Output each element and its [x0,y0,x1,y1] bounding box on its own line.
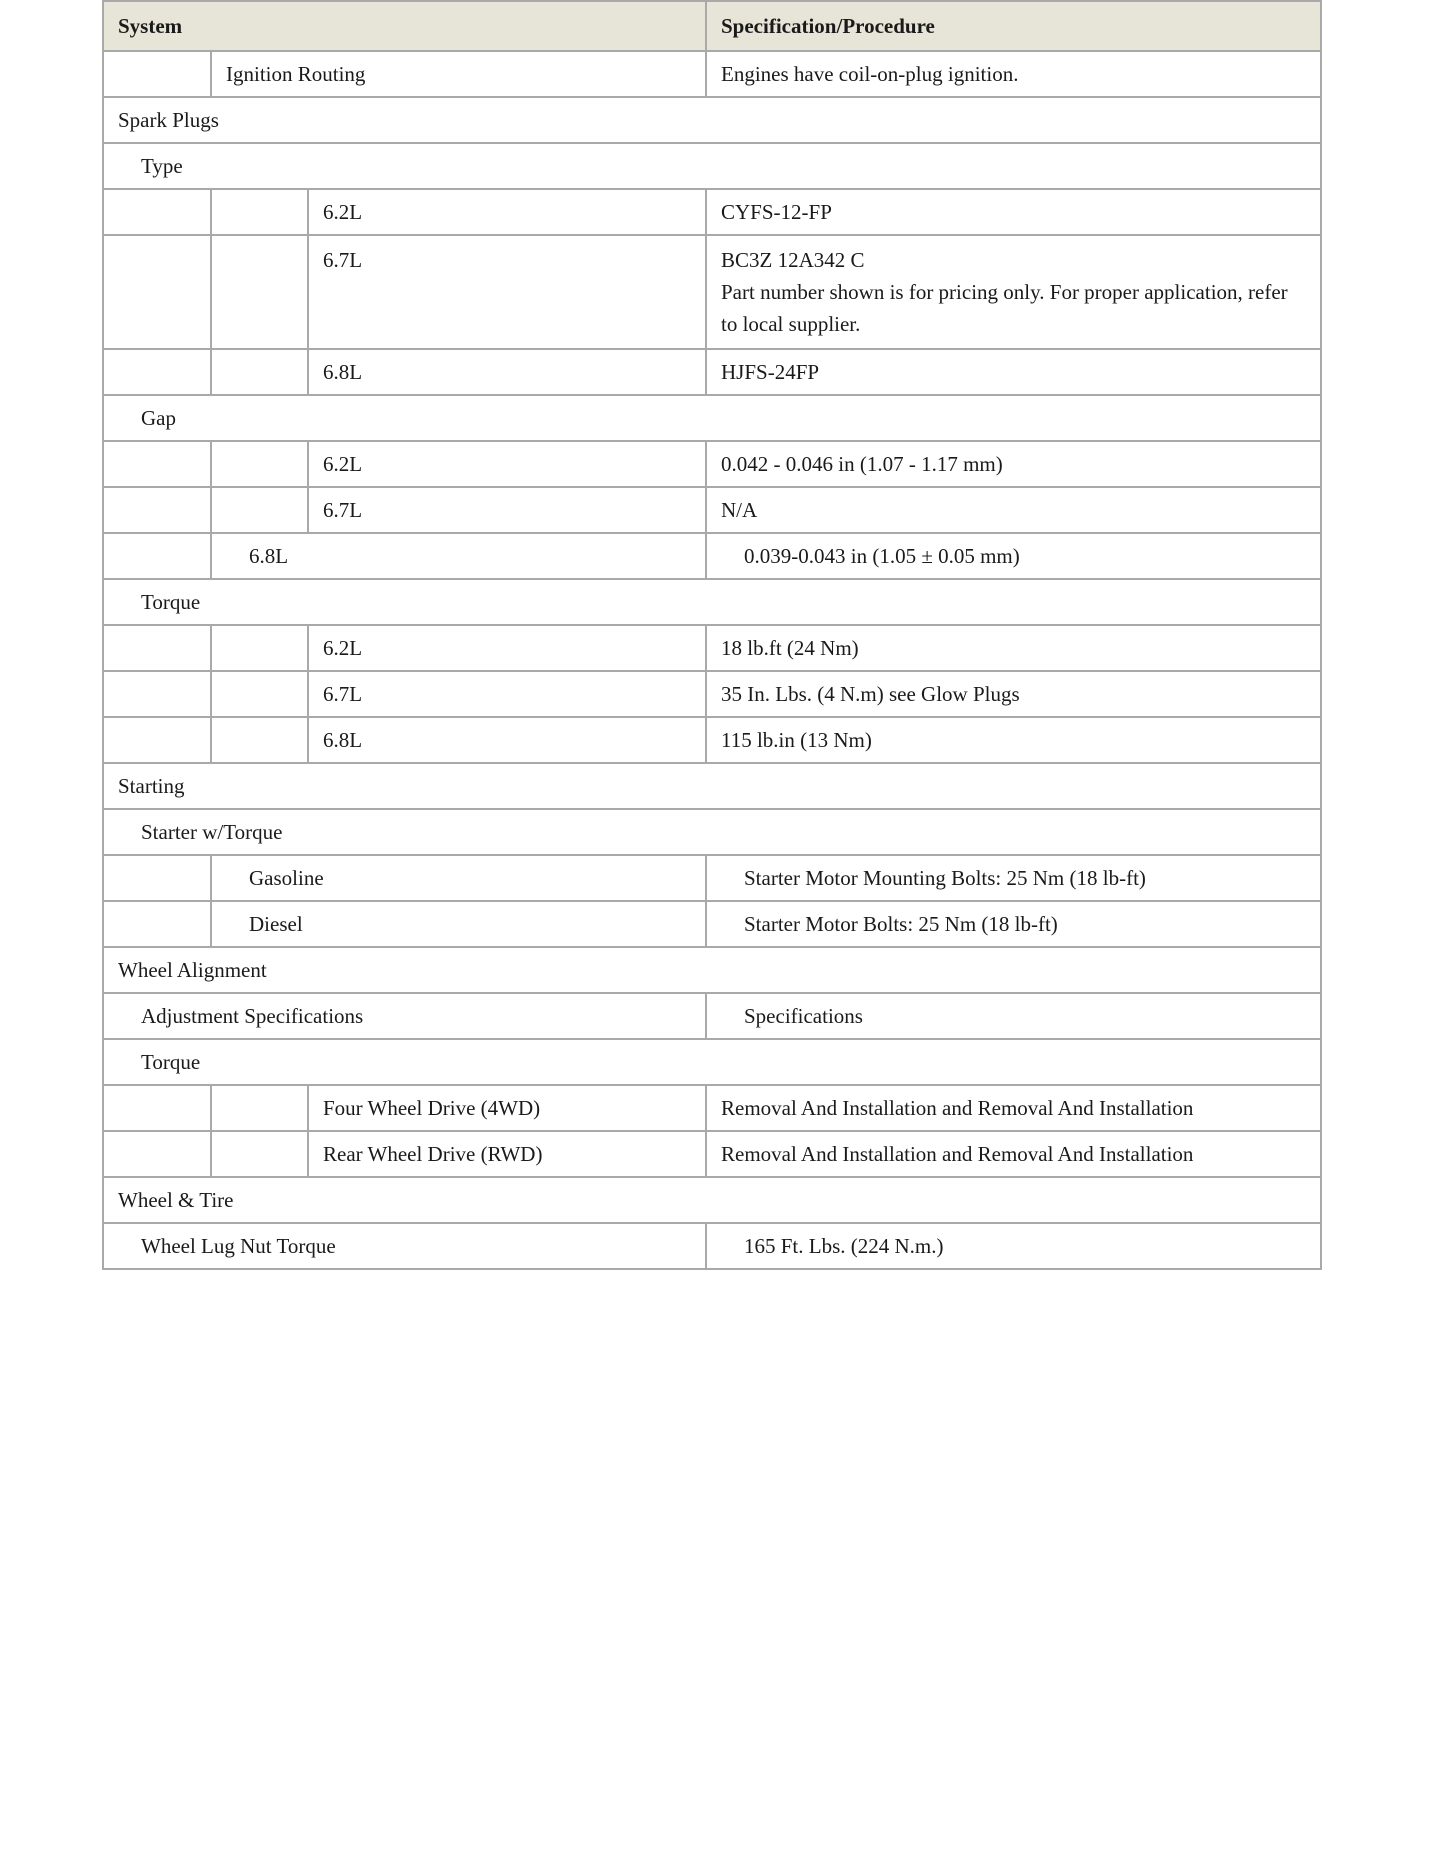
subsection-row [103,143,1321,189]
spacer-cell [211,349,308,395]
table-row [103,1131,1321,1177]
spacer-cell [103,717,211,763]
subsection-row [103,809,1321,855]
spacer-cell [103,441,211,487]
row-value: N/A [706,487,1321,533]
spacer-cell [103,189,211,235]
spacer-cell [211,189,308,235]
spacer-cell [211,1085,308,1131]
subsection-title: Gap [103,395,1321,441]
table-row [103,671,1321,717]
spacer-cell [103,855,211,901]
subsection-row [103,395,1321,441]
part-number: BC3Z 12A342 C [721,248,865,272]
subsection-title: Torque [103,1039,1321,1085]
row-value: Engines have coil-on-plug ignition. [706,51,1321,97]
spacer-cell [103,1085,211,1131]
spacer-cell [103,487,211,533]
section-title: Spark Plugs [103,97,1321,143]
row-value: 0.039-0.043 in (1.05 ± 0.05 mm) [706,533,1321,579]
spacer-cell [211,235,308,349]
row-value: 35 In. Lbs. (4 N.m) see Glow Plugs [706,671,1321,717]
row-label: 6.7L [308,235,706,349]
section-row [103,947,1321,993]
table-row [103,717,1321,763]
header-specification: Specification/Procedure [706,1,1321,51]
row-label: 6.8L [211,533,706,579]
spacer-cell [211,717,308,763]
spacer-cell [211,671,308,717]
table-row [103,533,1321,579]
row-value: Removal And Installation and Removal And Installation [706,1085,1321,1131]
section-title: Starting [103,763,1321,809]
section-row [103,763,1321,809]
specifications-table [102,0,1322,1270]
spacer-cell [103,235,211,349]
spacer-cell [103,349,211,395]
spacer-cell [211,1131,308,1177]
table-row [103,855,1321,901]
row-value: Removal And Installation and Removal And Installation [706,1131,1321,1177]
subsection-title: Type [103,143,1321,189]
section-row [103,97,1321,143]
table-row [103,487,1321,533]
spacer-cell [211,487,308,533]
spacer-cell [103,1131,211,1177]
part-note: Part number shown is for pricing only. For proper application, refer to local supplier. [721,280,1288,336]
row-label: Diesel [211,901,706,947]
row-label: Adjustment Specifications [103,993,706,1039]
table-row [103,1223,1321,1269]
row-label: 6.2L [308,625,706,671]
row-label: Wheel Lug Nut Torque [103,1223,706,1269]
row-value: 165 Ft. Lbs. (224 N.m.) [706,1223,1321,1269]
subsection-row [103,579,1321,625]
row-label: 6.7L [308,487,706,533]
subsection-title: Starter w/Torque [103,809,1321,855]
spacer-cell [103,533,211,579]
row-label: 6.8L [308,717,706,763]
spacer-cell [211,441,308,487]
spacer-cell [103,901,211,947]
row-label: 6.8L [308,349,706,395]
row-value [706,235,1321,349]
table-row [103,993,1321,1039]
row-value: Specifications [706,993,1321,1039]
row-label: Rear Wheel Drive (RWD) [308,1131,706,1177]
row-label: Ignition Routing [211,51,706,97]
row-value: HJFS-24FP [706,349,1321,395]
subsection-row [103,1039,1321,1085]
table-row [103,625,1321,671]
table-row [103,901,1321,947]
row-value: 0.042 - 0.046 in (1.07 - 1.17 mm) [706,441,1321,487]
row-label: Gasoline [211,855,706,901]
row-value: Starter Motor Bolts: 25 Nm (18 lb-ft) [706,901,1321,947]
row-value: 115 lb.in (13 Nm) [706,717,1321,763]
row-label: 6.7L [308,671,706,717]
table-row [103,1085,1321,1131]
row-value: 18 lb.ft (24 Nm) [706,625,1321,671]
subsection-title: Torque [103,579,1321,625]
spacer-cell [103,671,211,717]
header-system: System [103,1,706,51]
section-row [103,1177,1321,1223]
row-label: Four Wheel Drive (4WD) [308,1085,706,1131]
row-label: 6.2L [308,189,706,235]
row-value: Starter Motor Mounting Bolts: 25 Nm (18 lb-ft) [706,855,1321,901]
spacer-cell [103,625,211,671]
table-row [103,235,1321,349]
table-row [103,441,1321,487]
section-title: Wheel Alignment [103,947,1321,993]
row-value: CYFS-12-FP [706,189,1321,235]
table-row [103,349,1321,395]
spacer-cell [103,51,211,97]
row-label: 6.2L [308,441,706,487]
table-row [103,189,1321,235]
table-header-row [103,1,1321,51]
spacer-cell [211,625,308,671]
table-row [103,51,1321,97]
section-title: Wheel & Tire [103,1177,1321,1223]
